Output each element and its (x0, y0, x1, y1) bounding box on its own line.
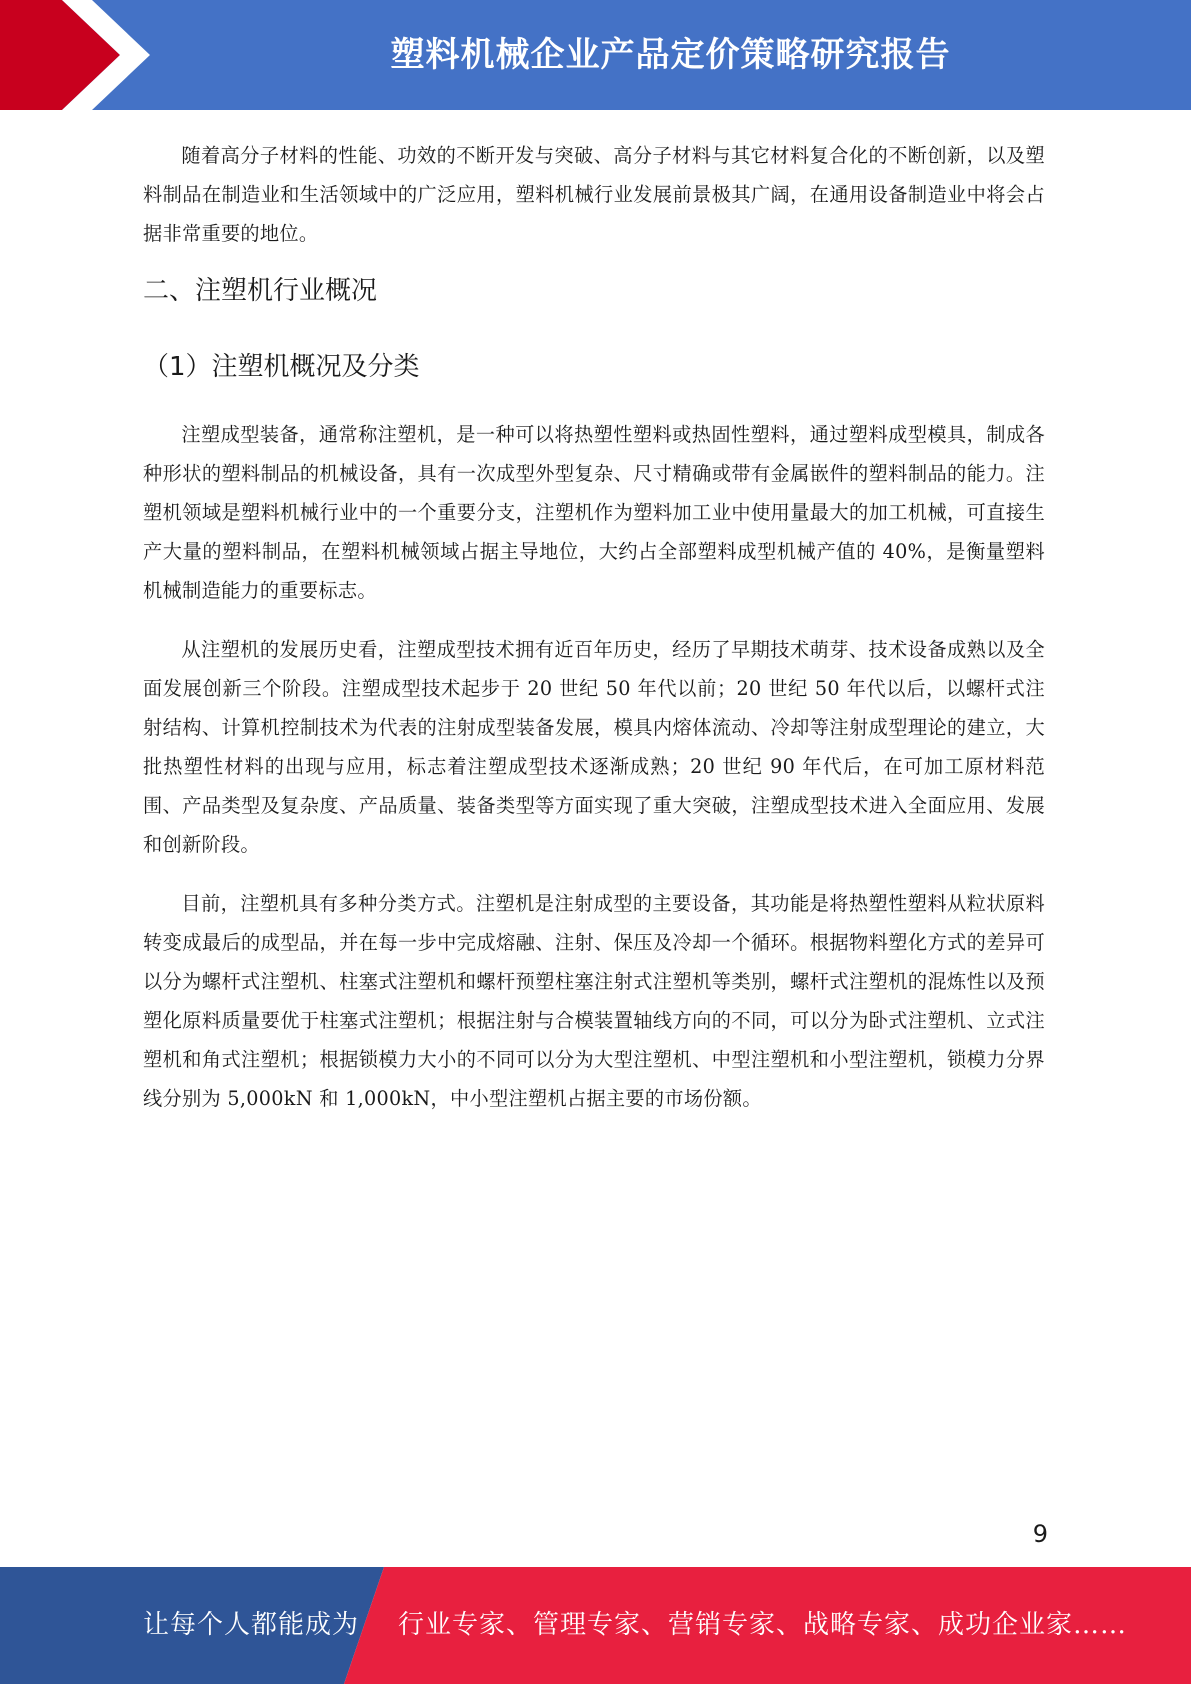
page-header (0, 0, 1191, 110)
intro-paragraph: 随着高分子材料的性能、功效的不断开发与突破、高分子材料与其它材料复合化的不断创新，以及塑料制品在制造业和生活领域中的广泛应用，塑料机械行业发展前景极其广阔，在通用设备制造业中将会占据非常重要的地位。 (143, 144, 1045, 245)
report-title: 塑料机械企业产品定价策略研究报告 (390, 35, 951, 75)
body-paragraph: 目前，注塑机具有多种分类方式。注塑机是注射成型的主要设备，其功能是将热塑性塑料从粒状原料转变成最后的成型品，并在每一步中完成熔融、注射、保压及冷却一个循环。根据物料塑化方式的差异可以分为螺杆式注塑机、柱塞式注塑机和螺杆预塑柱塞注射式注塑机等类别，螺杆式注塑机的混炼性以及预塑化原料质量要优于柱塞式注塑机；根据注射与合模装置轴线方向的不同，可以分为卧式注塑机、立式注塑机和角式注塑机；根据锁模力大小的不同可以分为大型注塑机、中型注塑机和小型注塑机，锁模力分界线分别为 5,000kN 和 1,000kN，中小型注塑机占据主要的市场份额。 (143, 892, 1045, 1110)
section-heading: 二、注塑机行业概况 (143, 276, 378, 306)
body-paragraph: 从注塑机的发展历史看，注塑成型技术拥有近百年历史，经历了早期技术萌芽、技术设备成熟以及全面发展创新三个阶段。注塑成型技术起步于 20 世纪 50 年代以前；20 世纪 50 年代以后，以螺杆式注射结构、计算机控制技术为代表的注射成型装备发展，模具内熔体流动、冷却等注射成型理论的建立，大批热塑性材料的出现与应用，标志着注塑成型技术逐渐成熟；20 世纪 90 年代后，在可加工原材料范围、产品类型及复杂度、产品质量、装备类型等方面实现了重大突破，注塑成型技术进入全面应用、发展和创新阶段。 (143, 638, 1045, 856)
body-paragraph: 注塑成型装备，通常称注塑机，是一种可以将热塑性塑料或热固性塑料，通过塑料成型模具，制成各种形状的塑料制品的机械设备，具有一次成型外型复杂、尺寸精确或带有金属嵌件的塑料制品的能力。注塑机领域是塑料机械行业中的一个重要分支，注塑机作为塑料加工业中使用量最大的加工机械，可直接生产大量的塑料制品，在塑料机械领域占据主导地位，大约占全部塑料成型机械产值的 40%，是衡量塑料机械制造能力的重要标志。 (143, 423, 1045, 602)
footer-slogan-right: 行业专家、管理专家、营销专家、战略专家、成功企业家…… (398, 1610, 1128, 1640)
subsection-heading: （1）注塑机概况及分类 (143, 352, 420, 382)
page-footer (0, 1567, 1191, 1684)
footer-slogan-left: 让每个人都能成为 (143, 1610, 360, 1640)
page-number: 9 (1032, 1520, 1048, 1548)
page-body (143, 136, 1045, 1138)
